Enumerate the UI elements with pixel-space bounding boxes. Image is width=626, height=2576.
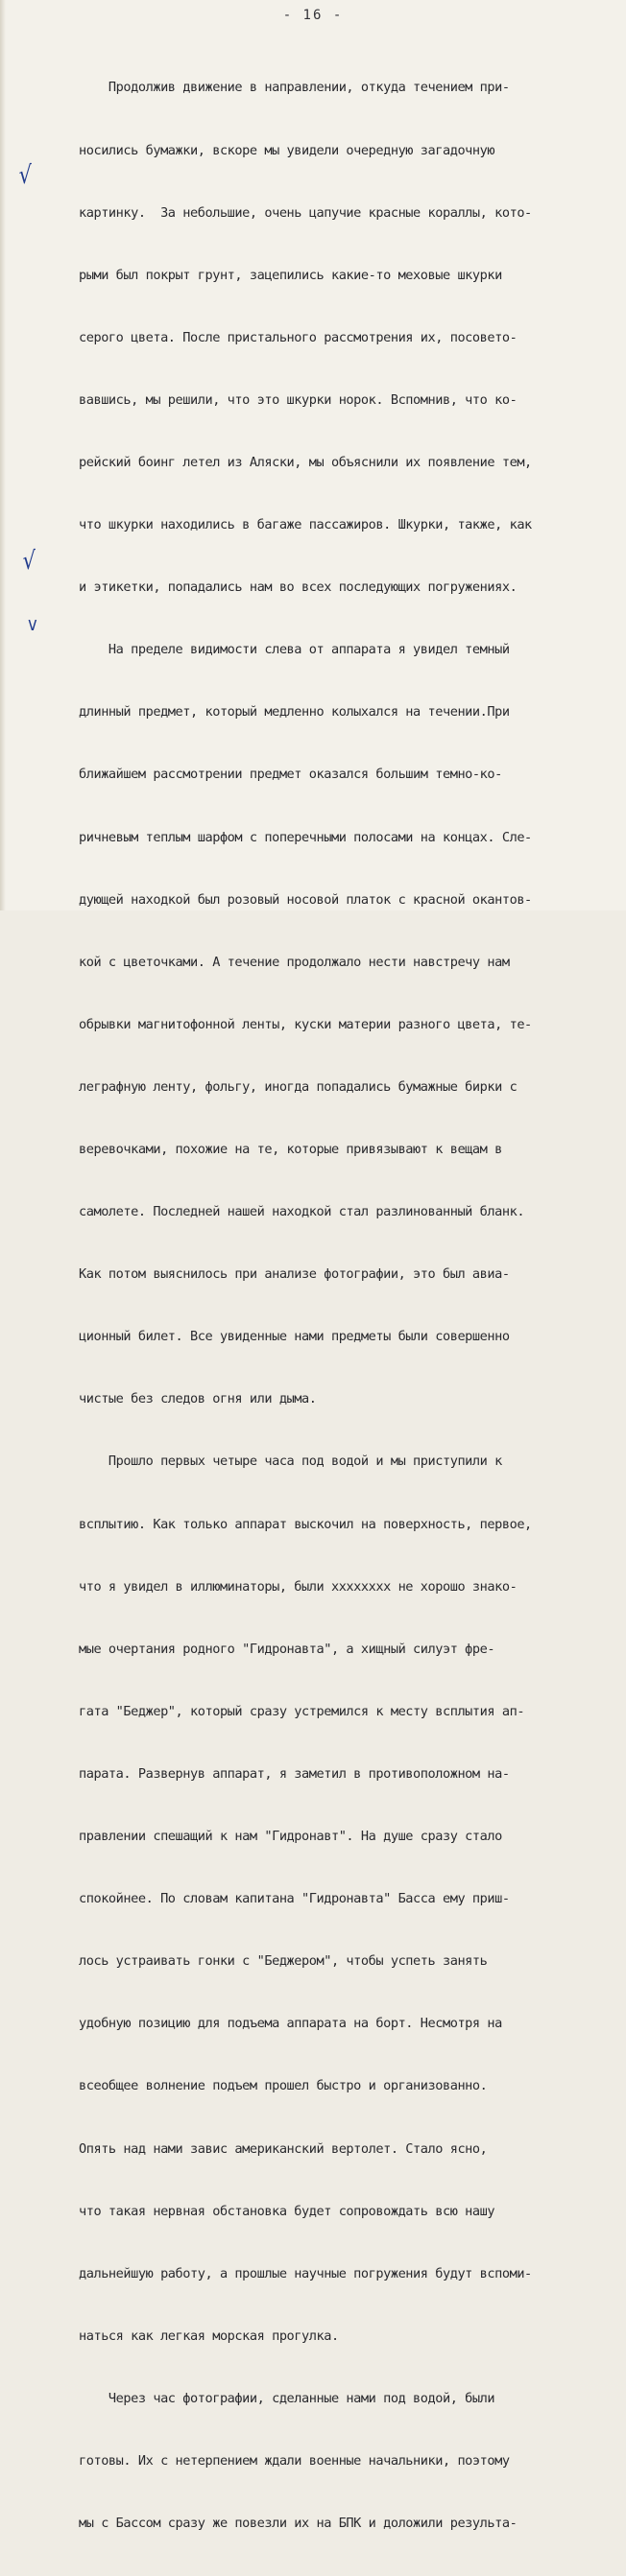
text-line: парата. Развернув аппарат, я заметил в противоположном на- [79, 1765, 510, 1782]
text-line: готовы. Их с нетерпением ждали военные начальники, поэтому [79, 2452, 510, 2469]
margin-check-mark: √ [22, 547, 36, 576]
margin-check-mark: √ [18, 161, 32, 190]
text-line: ционный билет. Все увиденные нами предметы были совершенно [79, 1329, 510, 1345]
text-line: самолете. Последней нашей находкой стал разлинованный бланк. [79, 1204, 525, 1220]
text-line: что шкурки находились в багаже пассажиров. Шкурки, также, как [79, 517, 532, 533]
margin-check-mark: v [28, 612, 37, 635]
text-line: обрывки магнитофонной ленты, куски материи разного цвета, те- [79, 1016, 532, 1032]
text-line: Опять над нами завис американский вертолет. Стало ясно, [79, 2140, 488, 2157]
text-line: серого цвета. После пристального рассмотрения их, посовето- [79, 329, 518, 345]
text-line: веревочками, похожие на те, которые привязывают к вещам в [79, 1142, 502, 1157]
page-number: - 16 - [282, 8, 344, 23]
text-line: длинный предмет, который медленно колыхался на течении.При [79, 704, 510, 721]
text-line: мые очертания родного "Гидронавта", а хищный силуэт фре- [79, 1641, 495, 1657]
text-line: леграфную ленту, фольгу, иногда попадались бумажные бирки с [79, 1078, 518, 1095]
text-line: наться как легкая морская прогулка. [79, 2328, 339, 2344]
text-line: что такая нервная обстановка будет сопровождать всю нашу [79, 2203, 495, 2219]
text-line: дальнейшую работу, а прошлые научные погружения будут вспоми- [79, 2265, 532, 2281]
text-line: Через час фотографии, сделанные нами под водой, были [79, 2390, 495, 2406]
text-line: удобную позицию для подъема аппарата на борт. Несмотря на [79, 2016, 502, 2032]
text-line: ближайшем рассмотрении предмет оказался большим темно-ко- [79, 767, 502, 783]
text-line: На пределе видимости слева от аппарата я увидел темный [79, 642, 510, 658]
text-line: что я увидел в иллюминаторы, были хххххххх не хорошо знако- [79, 1578, 518, 1595]
text-line: рейский боинг летел из Аляски, мы объяснили их появление тем, [79, 454, 532, 470]
text-line: дующей находкой был розовый носовой платок с красной окантов- [79, 891, 532, 908]
text-line: картинку. За небольшие, очень цапучие красные кораллы, кото- [79, 204, 532, 221]
text-line: ричневым теплым шарфом с поперечными полосами на концах. Сле- [79, 829, 532, 845]
text-line: и этикетки, попадались нам во всех последующих погружениях. [79, 579, 518, 596]
text-line: кой с цветочками. А течение продолжало нести навстречу нам [79, 954, 510, 970]
text-line: всплытию. Как только аппарат выскочил на поверхность, первое, [79, 1516, 532, 1532]
text-line: Как потом выяснилось при анализе фотографии, это был авиа- [79, 1266, 510, 1283]
text-line: Продолжив движение в направлении, откуда течением при- [79, 80, 510, 96]
text-line: правлении спешащий к нам "Гидронавт". На душе сразу стало [79, 1829, 502, 1845]
text-line: чистые без следов огня или дыма. [79, 1391, 317, 1407]
body-text [79, 36, 626, 2576]
text-line: носились бумажки, вскоре мы увидели очередную загадочную [79, 142, 495, 158]
text-line: Прошло первых четыре часа под водой и мы приступили к [79, 1453, 502, 1470]
text-line: всеобщее волнение подъем прошел быстро и организованно. [79, 2078, 488, 2094]
text-line: гата "Беджер", который сразу устремился к месту всплытия ап- [79, 1703, 525, 1719]
text-line: рыми был покрыт грунт, зацепились какие-то меховые шкурки [79, 267, 502, 283]
text-line: вавшись, мы решили, что это шкурки норок. Вспомнив, что ко- [79, 391, 518, 408]
text-line: мы с Бассом сразу же повезли их на БПК и доложили результа- [79, 2516, 518, 2532]
text-line: лось устраивать гонки с "Беджером", чтобы успеть занять [79, 1953, 488, 1970]
text-line: спокойнее. По словам капитана "Гидронавта" Басса ему приш- [79, 1891, 510, 1907]
